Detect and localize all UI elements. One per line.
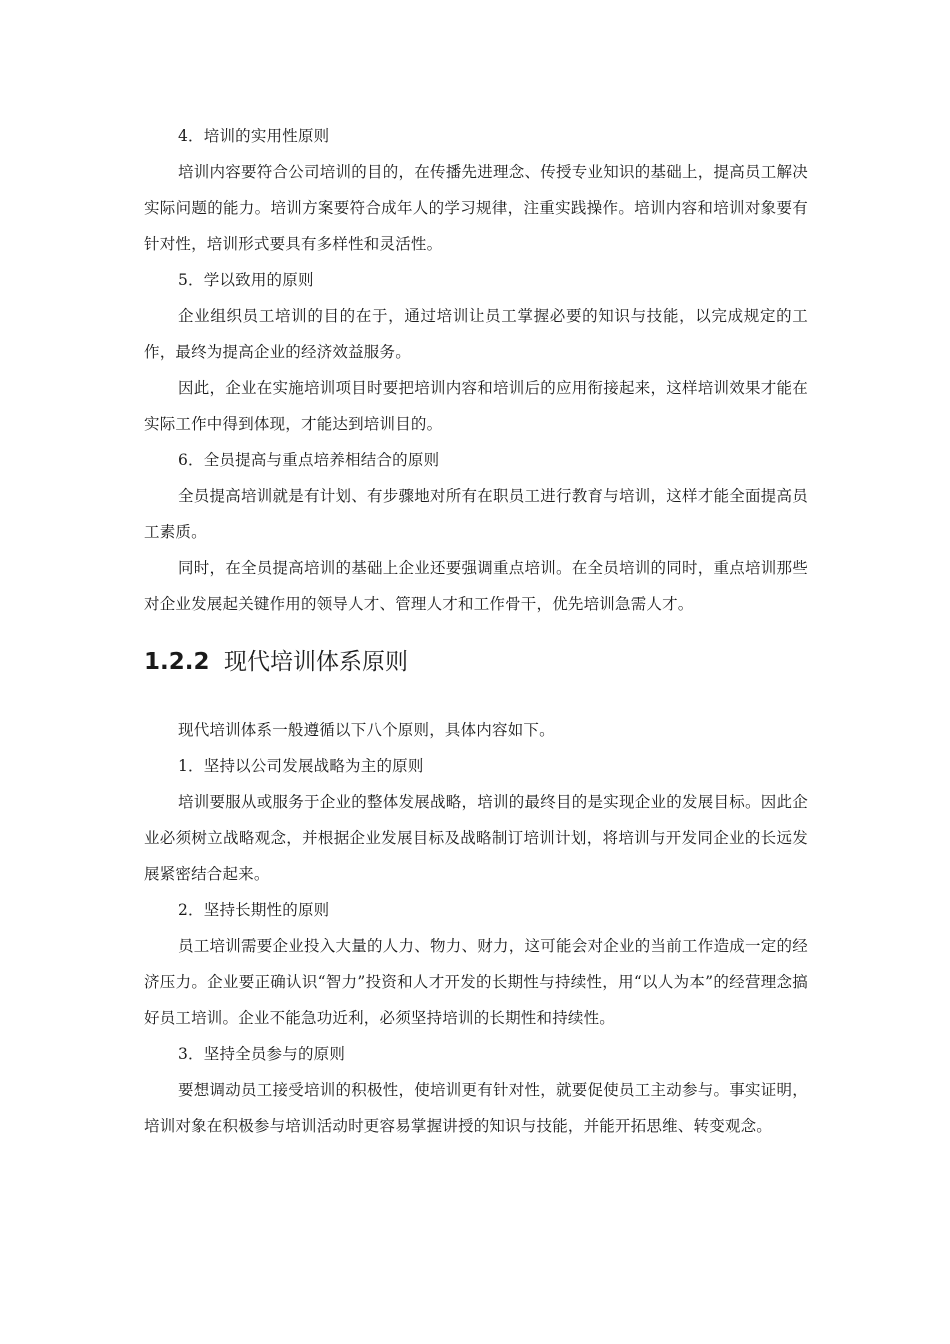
paragraph: 员工培训需要企业投入大量的人力、物力、财力，这可能会对企业的当前工作造成一定的经济压力。企业要正确认识“智力”投资和人才开发的长期性与持续性，用“以人为本”的经营理念搞好员工培训。企业不能急功近利，必须坚持培训的长期性和持续性。	[144, 937, 808, 1027]
paragraph: 因此，企业在实施培训项目时要把培训内容和培训后的应用衔接起来，这样培训效果才能在实际工作中得到体现，才能达到培训目的。	[144, 379, 808, 433]
paragraph: 要想调动员工接受培训的积极性，使培训更有针对性，就要促使员工主动参与。事实证明，培训对象在积极参与培训活动时更容易掌握讲授的知识与技能，并能开拓思维、转变观念。	[144, 1081, 808, 1135]
section-number: 1.2.2	[144, 649, 210, 675]
principles-list-part1	[144, 118, 808, 622]
principles-list-part2	[144, 712, 808, 1144]
principle-heading: 4．培训的实用性原则	[178, 127, 330, 145]
paragraph: 培训内容要符合公司培训的目的，在传播先进理念、传授专业知识的基础上，提高员工解决实际问题的能力。培训方案要符合成年人的学习规律，注重实践操作。培训内容和培训对象要有针对性，培训形式要具有多样性和灵活性。	[144, 163, 808, 253]
paragraph: 培训要服从或服务于企业的整体发展战略，培训的最终目的是实现企业的发展目标。因此企业必须树立战略观念，并根据企业发展目标及战略制订培训计划，将培训与开发同企业的长远发展紧密结合起来。	[144, 793, 808, 883]
principle-heading: 3．坚持全员参与的原则	[178, 1045, 346, 1063]
section-title: 现代培训体系原则	[224, 649, 408, 675]
principle-heading: 1．坚持以公司发展战略为主的原则	[178, 757, 424, 775]
principle-heading: 2．坚持长期性的原则	[178, 901, 330, 919]
principle-heading: 6．全员提高与重点培养相结合的原则	[178, 451, 440, 469]
document-page	[144, 118, 808, 1144]
paragraph: 全员提高培训就是有计划、有步骤地对所有在职员工进行教育与培训，这样才能全面提高员工素质。	[144, 487, 808, 541]
paragraph: 同时，在全员提高培训的基础上企业还要强调重点培训。在全员培训的同时，重点培训那些对企业发展起关键作用的领导人才、管理人才和工作骨干，优先培训急需人才。	[144, 559, 808, 613]
paragraph: 企业组织员工培训的目的在于，通过培训让员工掌握必要的知识与技能，以完成规定的工作，最终为提高企业的经济效益服务。	[144, 307, 808, 361]
principle-heading: 5．学以致用的原则	[178, 271, 314, 289]
section-heading	[144, 642, 808, 682]
paragraph: 现代培训体系一般遵循以下八个原则，具体内容如下。	[178, 721, 555, 739]
